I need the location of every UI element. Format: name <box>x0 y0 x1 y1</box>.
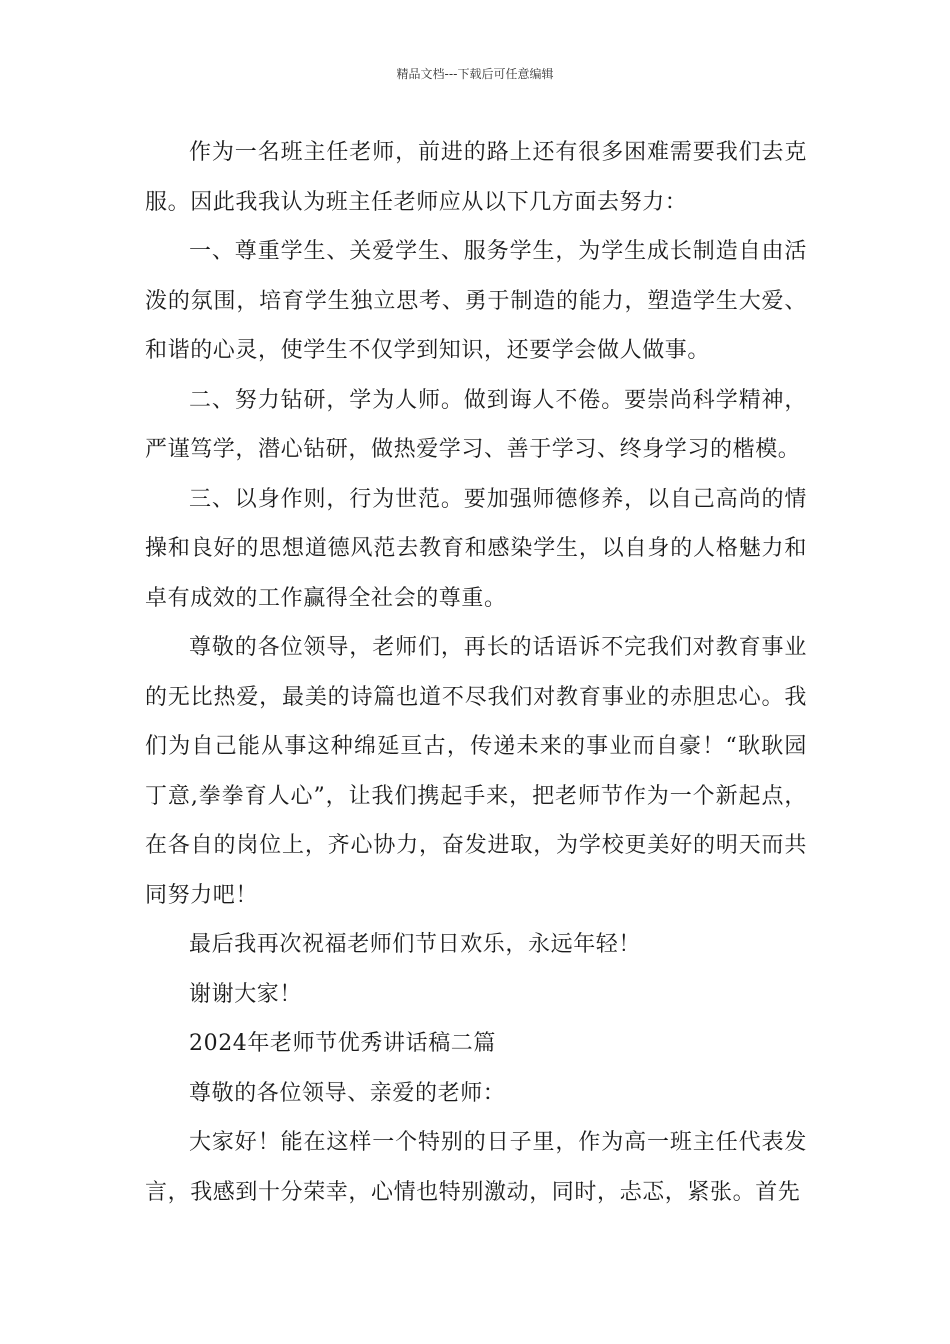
paragraph: 最后我再次祝福老师们节日欢乐，永远年轻！ <box>189 932 642 957</box>
paragraph: 二、努力钻研，学为人师。做到诲人不倦。要崇尚科学精神，严谨笃学，潜心钻研，做热爱学习、善于学习、终身学习的楷模。 <box>145 387 807 462</box>
paragraph: 尊敬的各位领导，老师们，再长的话语诉不完我们对教育事业的无比热爱，最美的诗篇也道不尽我们对教育事业的赤胆忠心。我们为自己能从事这种绵延亘古，传递未来的事业而自豪！“耿耿园丁意,拳拳育人心”，让我们携起手来，把老师节作为一个新起点，在各自的岗位上，齐心协力，奋发进取，为学校更美好的明天而共同努力吧！ <box>145 635 807 908</box>
salutation: 尊敬的各位领导、亲爱的老师： <box>189 1080 506 1106</box>
paragraph: 一、尊重学生、关爱学生、服务学生，为学生成长制造自由活泼的氛围，培育学生独立思考、勇于制造的能力，塑造学生大爱、和谐的心灵，使学生不仅学到知识，还要学会做人做事。 <box>145 239 807 363</box>
section-title: 2024年老师节优秀讲话稿二篇 <box>189 1031 496 1056</box>
paragraph: 三、以身作则，行为世范。要加强师德修养，以自己高尚的情操和良好的思想道德风范去教育和感染学生，以自身的人格魅力和卓有成效的工作赢得全社会的尊重。 <box>145 486 807 611</box>
paragraph: 作为一名班主任老师，前进的路上还有很多困难需要我们去克服。因此我我认为班主任老师应从以下几方面去努力： <box>145 140 807 215</box>
document-body <box>145 128 807 1217</box>
page-header: 精品文档---下载后可任意编辑 <box>396 67 554 81</box>
paragraph: 谢谢大家！ <box>189 981 303 1007</box>
paragraph: 大家好！能在这样一个特别的日子里，作为高一班主任代表发言，我感到十分荣幸，心情也特别激动，同时，忐忑，紧张。首先 <box>145 1130 807 1205</box>
